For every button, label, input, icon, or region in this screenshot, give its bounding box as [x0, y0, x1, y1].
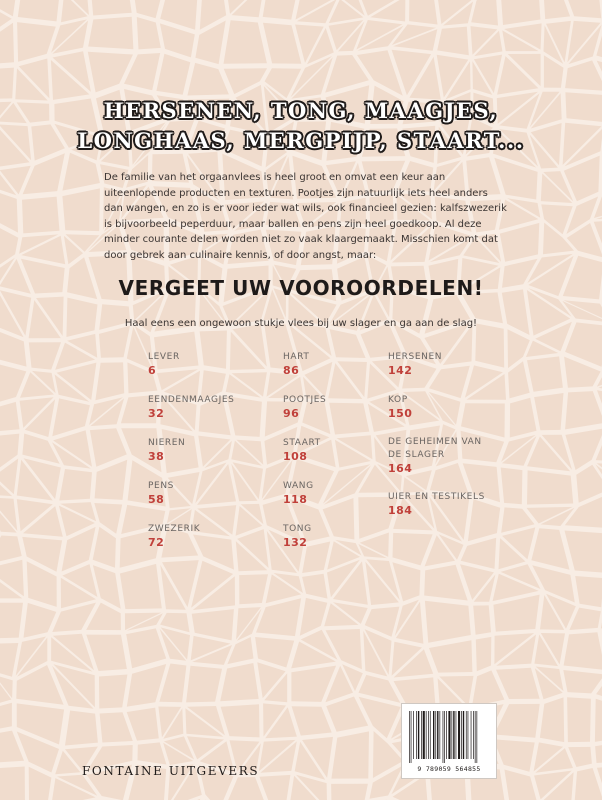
entry-label: HERSENEN	[388, 352, 443, 362]
barcode-bar	[430, 711, 431, 759]
intro-paragraph	[104, 170, 507, 264]
barcode-bar	[437, 711, 438, 759]
barcode-bar	[471, 711, 472, 759]
entry-label: POOTJES	[283, 395, 327, 405]
contents-entry	[388, 491, 485, 518]
entry-label: STAART	[283, 438, 321, 448]
subline: Haal eens een ongewoon stukje vlees bij uw slager en ga aan de slag!	[124, 318, 478, 329]
entry-page: 142	[388, 364, 413, 377]
entry-page: 184	[388, 504, 413, 517]
barcode-bar	[456, 711, 457, 759]
intro-line: door gebrek aan culinaire kennis, of door angst, maar:	[104, 249, 377, 261]
barcode-bar	[473, 711, 474, 759]
entry-label: KOP	[388, 395, 408, 405]
contents-entry	[148, 351, 180, 378]
barcode-bar	[423, 711, 425, 759]
contents-entry	[388, 436, 482, 476]
barcode-bar	[463, 711, 464, 759]
barcode-bar	[418, 711, 419, 759]
publisher-name: FONTAINE UITGEVERS	[82, 764, 260, 778]
intro-line: De familie van het orgaanvlees is heel groot en omvat een keur aan	[104, 172, 446, 183]
entry-label: WANG	[283, 481, 314, 491]
isbn-number: 9 789059 564855	[417, 765, 481, 773]
barcode-bar	[440, 711, 441, 759]
entry-label: UIER EN TESTIKELS	[388, 492, 485, 502]
entry-page: 108	[283, 450, 308, 463]
contents-entry	[388, 394, 412, 421]
barcode-bar	[446, 711, 447, 759]
slogan: VERGEET UW VOOROORDELEN!	[118, 276, 484, 300]
barcode-bar	[435, 711, 436, 759]
barcode-bar	[466, 711, 467, 759]
barcode-bar	[421, 711, 422, 759]
barcode-bar	[416, 711, 417, 759]
contents-entry	[148, 394, 234, 421]
headline-line-1: HERSENEN, TONG, MAAGJES,	[103, 98, 499, 123]
contents-entry	[283, 394, 326, 421]
entry-label: DE GEHEIMEN VAN	[388, 437, 482, 447]
barcode-bar	[468, 711, 469, 759]
entry-page: 132	[283, 536, 308, 549]
barcode-bar	[411, 711, 412, 763]
intro-line: minder courante delen worden niet zo vaak klaargemaakt. Misschien komt dat	[104, 234, 498, 246]
headline-line-2: LONGHAAS, MERGPIJP, STAART...	[77, 128, 525, 153]
intro-line: dan wangen, en zo is er voor ieder wat wils, ook financieel gezien: kalfszwezerik	[104, 203, 507, 215]
entry-page: 6	[148, 364, 157, 377]
entry-label: PENS	[148, 481, 174, 491]
entry-label: ZWEZERIK	[148, 524, 201, 534]
contents-entry	[148, 480, 174, 507]
entry-label: TONG	[283, 524, 312, 534]
contents-entry	[148, 437, 185, 464]
entry-label: EENDENMAAGJES	[148, 395, 235, 405]
contents-entry	[283, 351, 309, 378]
barcode-bar	[409, 711, 410, 763]
intro-line: is bijvoorbeeld peperduur, maar ballen en pens zijn heel goedkoop. Al deze	[104, 218, 482, 230]
barcode-bar	[475, 711, 476, 763]
barcode-bar	[461, 711, 462, 759]
entry-label: DE SLAGER	[388, 450, 445, 460]
entry-page: 164	[388, 462, 413, 475]
entry-page: 150	[388, 407, 413, 420]
contents-entry	[283, 480, 314, 507]
intro-line: uiteenlopende producten en texturen. Pootjes zijn natuurlijk iets heel anders	[104, 187, 488, 199]
barcode-bar	[444, 711, 445, 763]
barcode-bar	[458, 711, 460, 759]
contents-entry	[388, 351, 442, 378]
barcode-bar	[428, 711, 429, 759]
barcode-bar	[452, 711, 453, 759]
barcode-label	[401, 703, 497, 779]
entry-label: HART	[283, 352, 310, 362]
contents-entry	[148, 523, 200, 550]
entry-page: 96	[283, 407, 300, 420]
contents-entry	[283, 437, 321, 464]
entry-page: 118	[283, 493, 308, 506]
barcode-bar	[443, 711, 444, 763]
barcode-bar	[426, 711, 427, 759]
barcode-bar	[477, 711, 478, 763]
entry-page: 58	[148, 493, 165, 506]
entry-page: 32	[148, 407, 165, 420]
contents-entry	[283, 523, 312, 550]
entry-label: LEVER	[148, 352, 180, 362]
barcode-bar	[433, 711, 434, 759]
entry-page: 86	[283, 364, 300, 377]
entry-page: 38	[148, 450, 165, 463]
barcode-bar	[453, 711, 454, 759]
barcode-icon	[408, 711, 490, 763]
barcode-bar	[448, 711, 450, 759]
barcode-bar	[413, 711, 414, 759]
entry-page: 72	[148, 536, 165, 549]
entry-label: NIEREN	[148, 438, 186, 448]
